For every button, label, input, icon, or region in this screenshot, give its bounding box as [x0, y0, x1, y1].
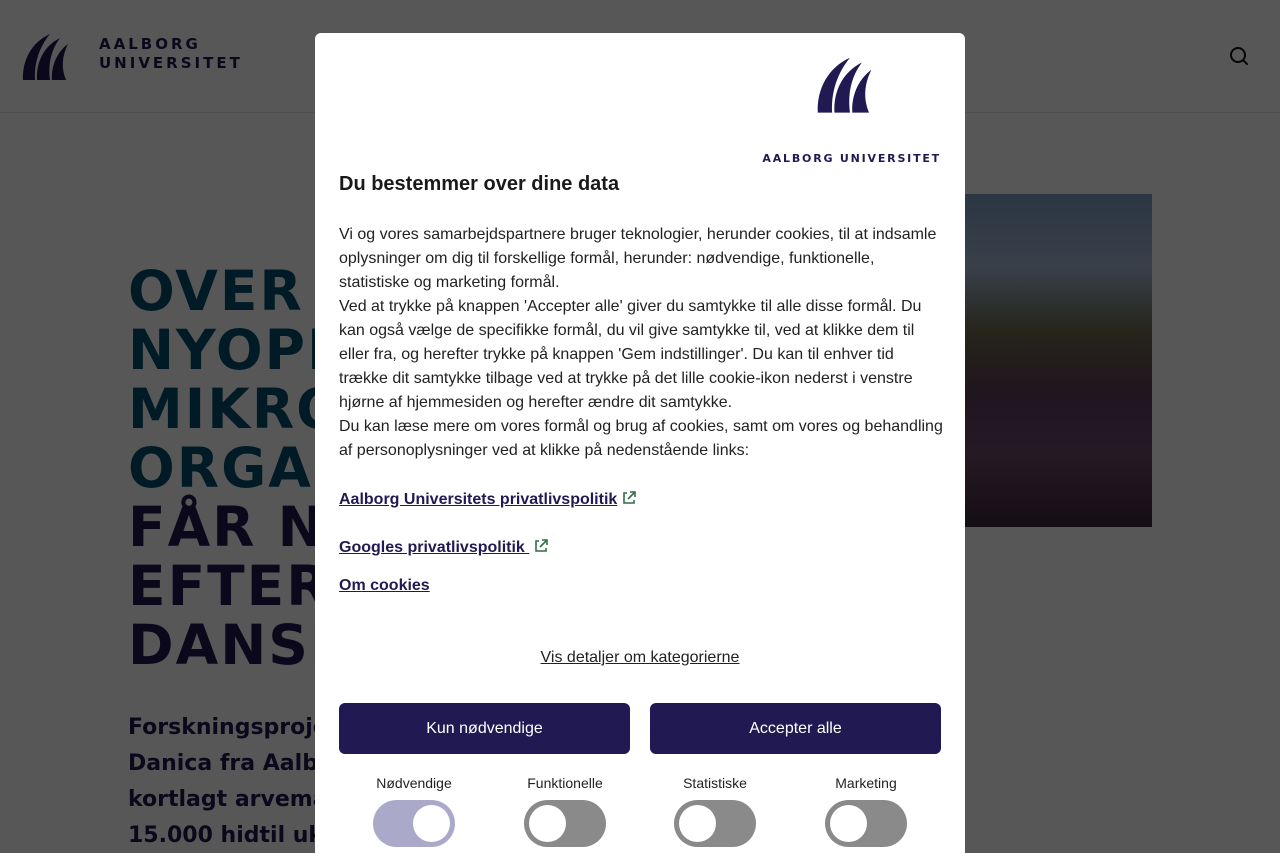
external-link-icon [621, 490, 637, 506]
only-necessary-button[interactable]: Kun nødvendige [339, 703, 630, 754]
modal-paragraph: Du kan læse mere om vores formål og brug af cookies, samt om vores og behandling af personoplysninger ved at klikke på nedenstående links: [339, 418, 943, 459]
consent-category-necessary [354, 775, 474, 852]
modal-title: Du bestemmer over dine data [339, 173, 620, 195]
about-cookies-link[interactable]: Om cookies [339, 577, 430, 594]
toggle-knob [679, 805, 716, 842]
privacy-policy-link[interactable] [339, 490, 637, 509]
consent-category-functional [505, 775, 625, 852]
toggle-label: Nødvendige [376, 775, 452, 791]
toggle-knob [413, 805, 450, 842]
toggle-label: Funktionelle [527, 775, 603, 791]
functional-toggle[interactable] [524, 800, 606, 847]
toggle-knob [529, 805, 566, 842]
show-category-details-link[interactable]: Vis detaljer om kategorierne [540, 649, 740, 666]
privacy-policy-label: Aalborg Universitets privatlivspolitik [339, 491, 618, 508]
accept-all-button[interactable]: Accepter alle [650, 703, 941, 754]
consent-category-marketing [806, 775, 926, 852]
modal-body [339, 223, 943, 463]
modal-paragraph: Ved at trykke på knappen 'Accepter alle' giver du samtykke til alle disse formål. Du kan også vælge de specifikke formål, du vil give samtykke til, ved at klikke dem til eller fra, og herefter trykke på knappen 'Gem indstillinger'. Du kan til enhver tid trække dit samtykke tilbage ved at trykke på det lille cookie-ikon nederst i venstre hjørne af hjemmesiden og herefter ændre dit samtykke. [339, 298, 922, 411]
external-link-icon [533, 538, 549, 554]
toggle-label: Marketing [835, 775, 897, 791]
aau-logo-icon [814, 53, 874, 115]
consent-category-statistics [655, 775, 775, 852]
modal-logo [761, 51, 941, 169]
cookie-consent-dialog [315, 33, 965, 853]
modal-paragraph: Vi og vores samarbejdspartnere bruger teknologier, herunder cookies, til at indsamle oplysninger om dig til forskellige formål, herunder: nødvendige, funktionelle, statistiske og marketing formål. [339, 226, 937, 291]
necessary-toggle [373, 800, 455, 847]
statistics-toggle[interactable] [674, 800, 756, 847]
google-privacy-link[interactable] [339, 538, 549, 557]
toggle-label: Statistiske [683, 775, 747, 791]
google-privacy-label: Googles privatlivspolitik [339, 539, 530, 556]
marketing-toggle[interactable] [825, 800, 907, 847]
toggle-knob [830, 805, 867, 842]
modal-logo-wordmark: AALBORG UNIVERSITET [762, 152, 941, 165]
